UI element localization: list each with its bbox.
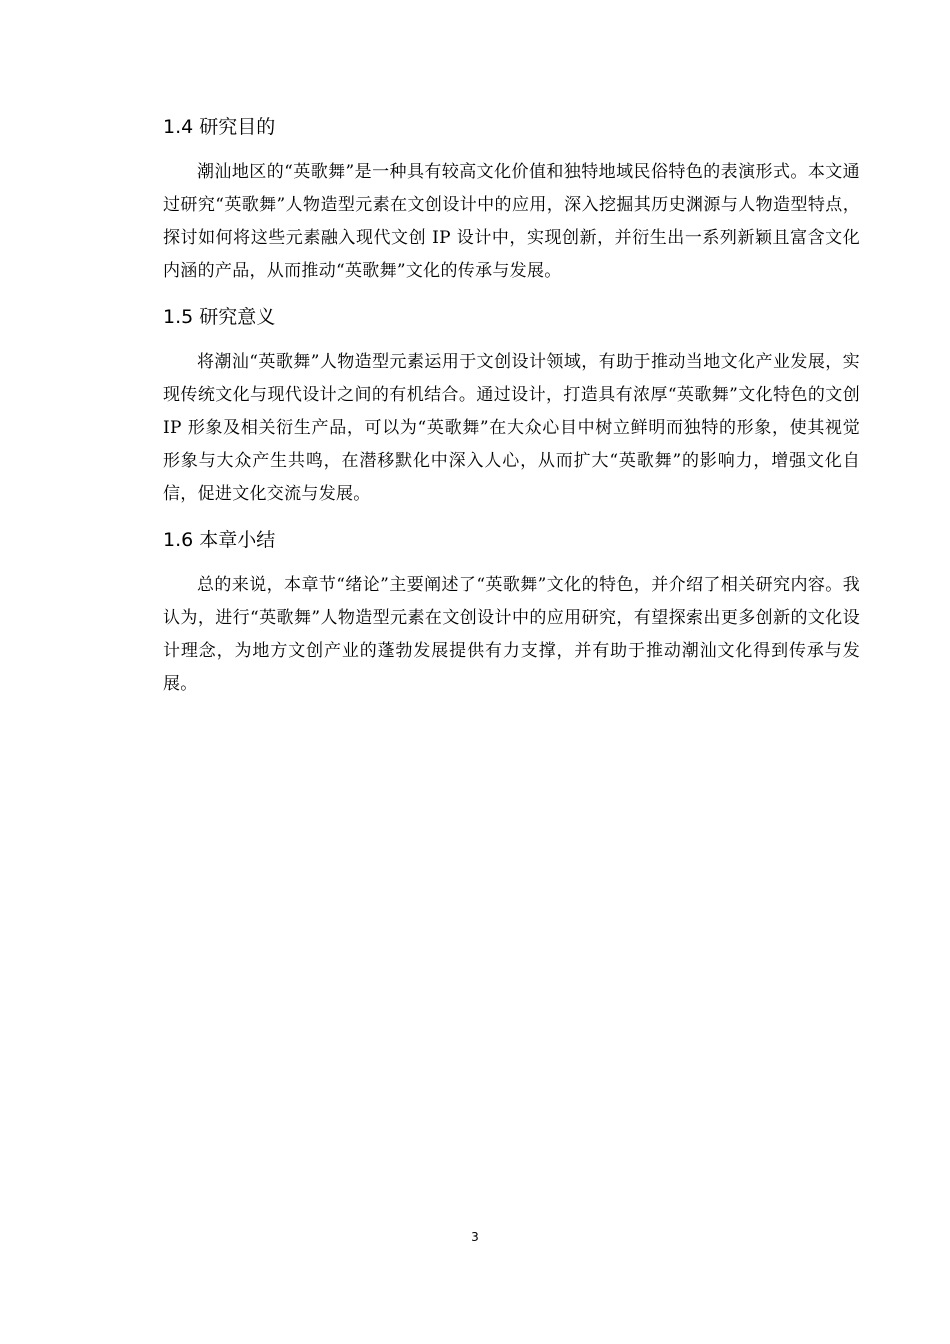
page-content: [163, 112, 860, 715]
section-paragraph-1-4: 潮汕地区的“英歌舞”是一种具有较高文化价值和独特地域民俗特色的表演形式。本文通过研究“英歌舞”人物造型元素在文创设计中的应用，深入挖掘其历史渊源与人物造型特点，探讨如何将这些元素融入现代文创 IP 设计中，实现创新，并衍生出一系列新颖且富含文化内涵的产品，从而推动“英歌舞”文化的传承与发展。: [163, 162, 860, 281]
section-heading-1-4: 1.4 研究目的: [163, 116, 276, 138]
section-paragraph-1-6: 总的来说，本章节“绪论”主要阐述了“英歌舞”文化的特色，并介绍了相关研究内容。我认为，进行“英歌舞”人物造型元素在文创设计中的应用研究，有望探索出更多创新的文化设计理念，为地方文创产业的蓬勃发展提供有力支撑，并有助于推动潮汕文化得到传承与发展。: [163, 575, 860, 694]
section-heading-1-5: 1.5 研究意义: [163, 306, 276, 328]
section-heading-1-6: 1.6 本章小结: [163, 529, 276, 551]
section-paragraph-1-5: 将潮汕“英歌舞”人物造型元素运用于文创设计领域，有助于推动当地文化产业发展，实现传统文化与现代设计之间的有机结合。通过设计，打造具有浓厚“英歌舞”文化特色的文创 IP 形象及相关衍生产品，可以为“英歌舞”在大众心目中树立鲜明而独特的形象，使其视觉形象与大众产生共鸣，在潜移默化中深入人心，从而扩大“英歌舞”的影响力，增强文化自信，促进文化交流与发展。: [163, 352, 860, 504]
page-number: 3: [471, 1230, 479, 1244]
